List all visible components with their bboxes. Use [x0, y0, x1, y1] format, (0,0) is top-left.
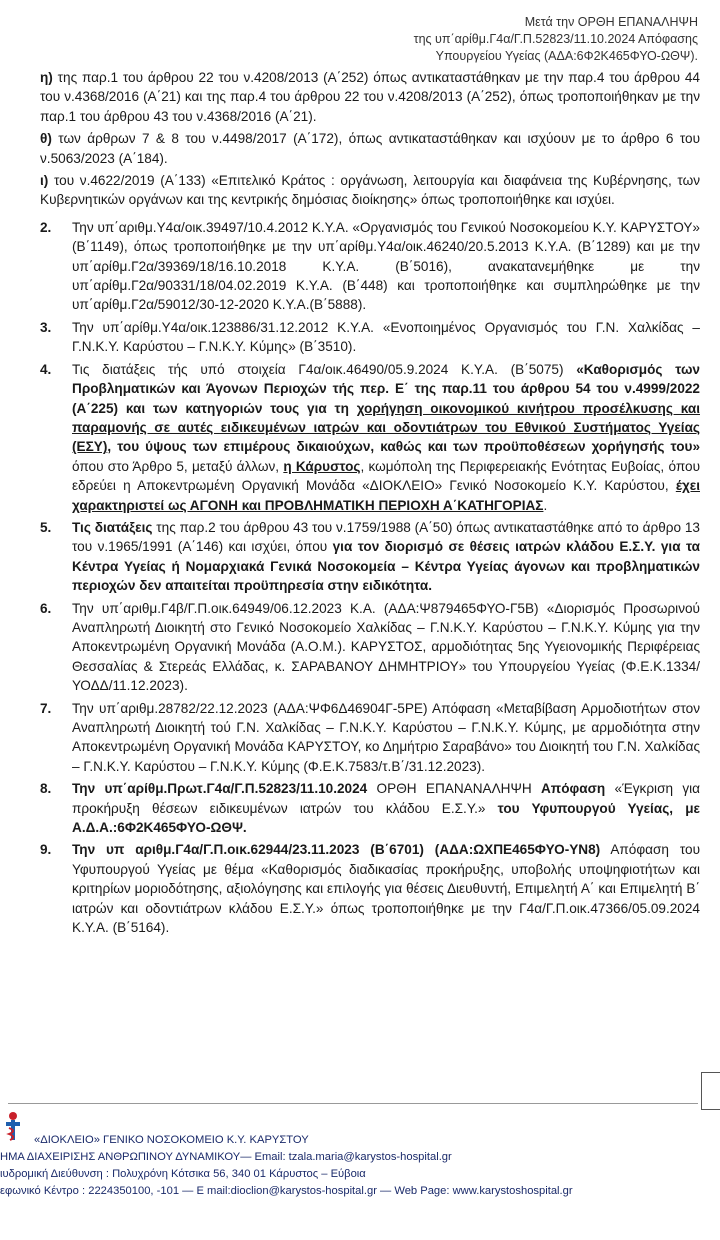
item-text: όπου στο Άρθρο 5, μεταξύ άλλων,	[72, 458, 284, 474]
item-bold-text: του Υφυπουργού Υγείας, με Α.Δ.Α.:6Φ2Κ465ΦΥΟ-ΩΘΨ.	[72, 800, 700, 836]
item-text: Τις διατάξεις τής υπό στοιχεία Γ4α/οικ.46490/05.9.2024 Κ.Υ.Α. (Β΄5075)	[72, 361, 577, 377]
document-header	[414, 14, 698, 65]
item-number: 3.	[40, 319, 52, 335]
item-text: ΟΡΘΗ ΕΠΑΝΑΝΑΛΗΨΗ	[367, 781, 541, 797]
item-text: «Έγκριση για προκήρυξη θέσεων ειδικευμένων ιατρών του κλάδου Ε.Σ.Υ.»	[72, 781, 701, 816]
list-item-4	[40, 360, 700, 515]
header-line-2: της υπ΄αρίθμ.Γ4α/Γ.Π.52823/11.10.2024 Απόφασης	[413, 32, 698, 46]
list-item-5	[40, 518, 700, 596]
item-number: 7.	[40, 700, 52, 716]
list-item-6	[40, 599, 700, 696]
item-bold-text: Απόφαση	[540, 781, 606, 797]
list-item-9	[40, 840, 700, 937]
item-underlined-text: έχει χαρακτηριστεί ως ΑΓΟΝΗ και ΠΡΟΒΛΗΜΑΤΙΚΗ ΠΕΡΙΟΧΗ Α΄ΚΑΤΗΓΟΡΙΑΣ	[72, 478, 700, 513]
item-bold-text: «Καθορισμός των Προβληματικών και Άγονων Περιοχών τής περ. Ε΄ της παρ.11 του άρθρου 54 του ν.4999/2022 (Α΄225) και των κατηγοριών τους για τη	[72, 361, 700, 416]
page-edge-tab	[701, 1072, 720, 1110]
item-number: 8.	[40, 781, 52, 797]
item-bold-text: , του ύψους των επιμέρους δικαιούχων, καθώς και των προϋποθέσεων χορήγησής του»	[107, 439, 700, 455]
sub-item-text: της παρ.1 του άρθρου 22 του ν.4208/2013 (Α΄252) όπως αντικαταστάθηκαν με την παρ.4 του άρθρου 44 του ν.4368/2016 (Α΄21) και της παρ.4 του άρθρου 22 του ν.4208/2013 (Α΄252), όπως τροποποιήθηκαν με την παρ.1 του άρθρου 43 του ν.4368/2016 (Α΄21).	[40, 70, 700, 124]
sub-item-text: του ν.4622/2019 (Α΄133) «Επιτελικό Κράτος : οργάνωση, λειτουργία και διαφάνεια της Κυβέρνησης, των Κυβερνητικών οργάνων και της κεντρικής δημόσιας διοίκησης» όπως τροποποιήθηκε και ισχύει.	[40, 173, 700, 208]
item-bold-text: Την υπ΄αρίθμ.Πρωτ.Γ4α/Γ.Π.52823/11.10.2024	[72, 781, 368, 797]
sub-item-label: ι)	[40, 173, 49, 189]
item-number: 4.	[40, 361, 52, 377]
item-number: 5.	[40, 519, 52, 535]
item-number: 2.	[40, 219, 52, 235]
footer-department-email: ΗΜΑ ΔΙΑΧΕΙΡΙΣΗΣ ΑΝΘΡΩΠΙΝΟΥ ΔΥΝΑΜΙΚΟΥ— Email: tzala.maria@karystos-hospital.gr	[0, 1151, 452, 1163]
sub-item-iota	[40, 171, 700, 210]
footer-divider	[8, 1103, 698, 1104]
header-line-3: Υπουργείου Υγείας (ΑΔΑ:6Φ2Κ465ΦΥΟ-ΩΘΨ).	[435, 49, 698, 63]
item-text: .	[543, 497, 548, 513]
footer-hospital-name: «ΔΙΟΚΛΕΙΟ» ΓΕΝΙΚΟ ΝΟΣΟΚΟΜΕΙΟ Κ.Υ. ΚΑΡΥΣΤΟΥ	[34, 1134, 309, 1146]
sub-item-label: θ)	[40, 131, 52, 147]
item-text: Την υπ΄αριθμ.Γ4β/Γ.Π.οικ.64949/06.12.2023 Κ.Α. (ΑΔΑ:Ψ879465ΦΥΟ-Γ5Β) «Διορισμός Προσωρινού Αναπληρωτή Διοικητή στο Γενικό Νοσοκομείο Χαλκίδας – Γ.Ν.Κ.Υ. Καρύστου – Γ.Ν.Κ.Υ. Κύμης για την Αποκεντρωμένη Οργανική Μονάδα (Α.Ο.Μ.). ΚΑΡΥΣΤΟΣ, αρμοδιότητας 5ης Υγειονομικής Περιφέρειας Θεσσαλίας & Στερεάς Ελλάδας, κ. ΣΑΡΑΒΑΝΟΥ ΔΗΜΗΤΡΙΟΥ» του Υπουργείου Υγείας (Φ.Ε.Κ.1334/ΥΟΔΔ/11.12.2023).	[72, 600, 700, 694]
item-text: Την υπ΄αριθμ.28782/22.12.2023 (ΑΔΑ:ΨΦ6Δ46904Γ-5ΡΕ) Απόφαση «Μεταβίβαση Αρμοδιοτήτων στον Αναπληρωτή Διοικητή τού Γ.Ν. Χαλκίδας – Γ.Ν.Κ.Υ. Καρύστου – Γ.Ν.Κ.Υ. Κύμης, με αρμοδιότητα στην Αποκεντρωμένη Οργανική Μονάδα ΚΑΡΥΣΤΟΥ, κο Δημήτριο Σαραβάνο» του Διοικητή του Γ.Ν. Χαλκίδας – Γ.Ν.Κ.Υ. Καρύστου – Γ.Ν.Κ.Υ. Κύμης (Φ.Ε.Κ.7583/τ.Β΄/31.12.2023).	[72, 700, 700, 774]
sub-item-text: των άρθρων 7 & 8 του ν.4498/2017 (Α΄172), όπως αντικαταστάθηκαν και ισχύουν με το άρθρο 6 του ν.5063/2023 (Α΄184).	[40, 131, 700, 166]
item-text: Την υπ΄αρίθμ.Υ4α/οικ.123886/31.12.2012 Κ.Υ.Α. «Ενοποιημένος Οργανισμός του Γ.Ν. Χαλκίδας – Γ.Ν.Κ.Υ. Καρύστου – Γ.Ν.Κ.Υ. Κύμης» (Β΄3510).	[72, 319, 700, 355]
footer-contact: εφωνικό Κέντρο : 2224350100, -101 — E mail:dioclion@karystos-hospital.gr — Web Page: www.karystoshospital.gr	[0, 1185, 573, 1197]
logo-dot-icon	[9, 1112, 17, 1120]
item-text: Την υπ΄αριθμ.Υ4α/οικ.39497/10.4.2012 Κ.Υ.Α. «Οργανισμός του Γενικού Νοσοκομείου Κ.Υ. ΚΑΡΥΣΤΟΥ» (Β΄1149), όπως τροποποιήθηκε με την υπ΄αρίθμ.Υ4α/οικ.46240/20.5.2013 Κ.Υ.Α. (Β΄1289) και με την υπ΄αρίθμ.Γ2α/39369/18/16.10.2018 Κ.Υ.Α. (Β΄5016), ανακατανεμήθηκε με την υπ΄αρίθμ.Γ2α/90331/18/04.02.2019 Κ.Υ.Α. (Β΄448) και τροποποιήθηκε και συμπληρώθηκε με την υπ΄αρίθμ.Γ2α/59012/30-12-2020 Κ.Υ.Α.(Β΄5888).	[72, 219, 700, 313]
item-text: , κωμόπολη της Περιφερειακής Ενότητας Ευβοίας, όπου εδρεύει η Αποκεντρωμένη Οργανική Μονάδα «ΔΙΟΚΛΕΙΟ» Γενικό Νοσοκομείο Κ.Υ. Καρύστου,	[72, 458, 701, 494]
list-item-7	[40, 699, 700, 777]
item-bold-text: για τον διορισμό σε θέσεις ιατρών κλάδου Ε.Σ.Υ. για τα Κέντρα Υγείας ή Νομαρχιακά Γενικά Νοσοκομεία – Κέντρα Υγείας άγονων και προβληματικών περιοχών δεν απαιτείται προϋπηρεσία στην ειδικότητα.	[72, 539, 700, 594]
document-body	[40, 68, 700, 940]
item-number: 9.	[40, 842, 52, 858]
item-underlined-text: χορήγηση οικονομικού κινήτρου προσέλκυσης και παραμονής σε αυτές ειδικευμένων ιατρών και οδοντιάτρων του Εθνικού Συστήματος Υγείας (ΕΣΥ)	[72, 400, 700, 455]
item-number: 6.	[40, 600, 52, 616]
list-item-8	[40, 779, 700, 837]
sub-item-eta	[40, 68, 700, 126]
item-bold-text: Τις διατάξεις	[72, 519, 153, 535]
footer-address: ιυδρομική Διεύθυνση : Πολυχρόνη Κότσικα 56, 340 01 Κάρυστος – Εύβοια	[0, 1168, 366, 1180]
sub-item-theta	[40, 129, 700, 168]
item-underlined-text: η Κάρυστος	[283, 458, 361, 474]
list-item-2	[40, 218, 700, 315]
sub-item-label: η)	[40, 70, 53, 85]
header-line-1: Μετά την ΟΡΘΗ ΕΠΑΝΑΛΗΨΗ	[524, 15, 698, 29]
item-text: Απόφαση του Υφυπουργού Υγείας με θέμα «Καθορισμός διαδικασίας προκήρυξης, υποβολής υποψηφιοτήτων και κριτηρίων μοριοδότησης, αξιολόγησης και επιλογής για θέσεις Διευθυντή, Επιμελητή Α΄ και Επιμελητή Β΄ ιατρών και οδοντιάτρων κλάδου Ε.Σ.Υ.» όπως τροποποιήθηκε με την Γ4α/Γ.Π.οικ.47366/05.09.2024 Κ.Υ.Α. (Β΄5164).	[72, 842, 701, 936]
footer	[0, 1132, 573, 1200]
list-item-3	[40, 318, 700, 357]
item-bold-text: Την υπ αριθμ.Γ4α/Γ.Π.οικ.62944/23.11.2023 (Β΄6701) (ΑΔΑ:ΩΧΠΕ465ΦΥΟ-ΥΝ8)	[72, 842, 601, 858]
item-text: της παρ.2 του άρθρου 43 του ν.1759/1988 (Α΄50) όπως αντικαταστάθηκε από το άρθρο 13 του ν.1965/1991 (Α΄146) και ισχύει, όπου	[72, 519, 700, 555]
